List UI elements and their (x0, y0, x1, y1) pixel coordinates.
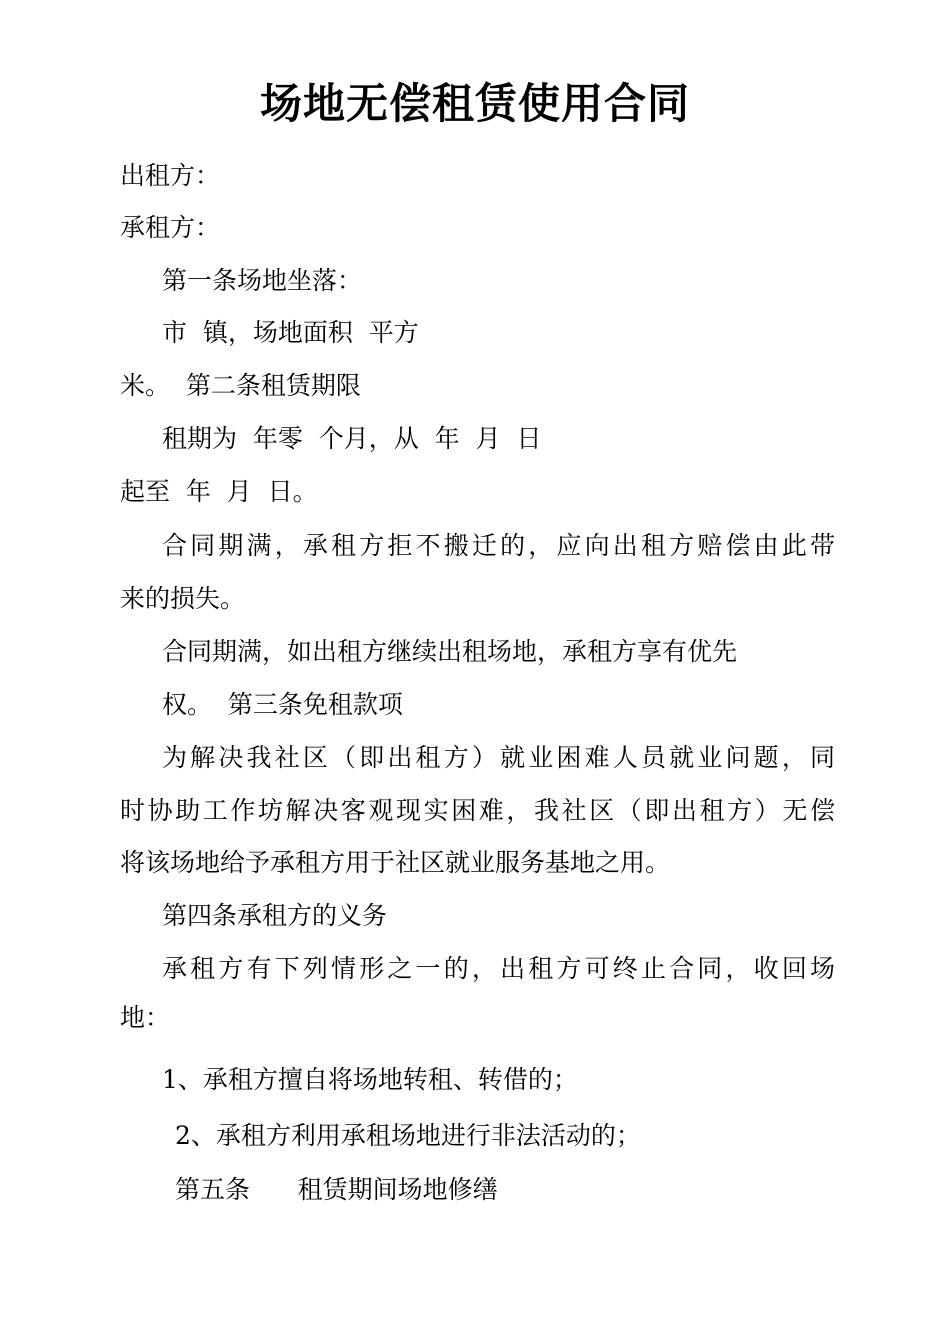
article-2-term-start: 租期为 年零 个月，从 年 月 日 (162, 424, 542, 453)
article-4-text-cont: 地： (120, 1003, 171, 1032)
article-2-clause-1-cont: 来的损失。 (120, 584, 246, 613)
lessee-label: 承租方： (120, 213, 221, 242)
article-5-heading: 第五条 租赁期间场地修缮 (175, 1175, 498, 1204)
article-2-term-end: 起至 年 月 日。 (120, 477, 318, 506)
article-3-text-3: 将该场地给予承租方用于社区就业服务基地之用。 (120, 848, 671, 877)
article-2-clause-2: 合同期满，如出租方继续出租场地，承租方享有优先 (162, 637, 738, 666)
article-4-item-1: 1、承租方擅自将场地转租、转借的； (162, 1065, 578, 1094)
article-3-heading: 权。 第三条免租款项 (162, 690, 403, 719)
article-4-item-2: 2、承租方利用承租场地进行非法活动的； (175, 1121, 641, 1150)
lessor-label: 出租方： (120, 161, 221, 190)
article-1-location: 市 镇，场地面积 平方 (162, 318, 419, 347)
article-3-text-1: 为解决我社区（即出租方）就业困难人员就业问题，同 (162, 743, 835, 772)
article-3-text-2: 时协助工作坊解决客观现实困难，我社区（即出租方）无偿 (120, 796, 835, 825)
article-2-clause-1: 合同期满，承租方拒不搬迁的，应向出租方赔偿由此带 (162, 531, 835, 560)
article-4-heading: 第四条承租方的义务 (162, 901, 388, 930)
document-title: 场地无偿租赁使用合同 (259, 79, 690, 128)
article-1-heading: 第一条场地坐落： (162, 266, 363, 295)
article-4-text: 承租方有下列情形之一的，出租方可终止合同，收回场 (162, 954, 835, 983)
article-2-heading: 米。 第二条租赁期限 (120, 371, 361, 400)
